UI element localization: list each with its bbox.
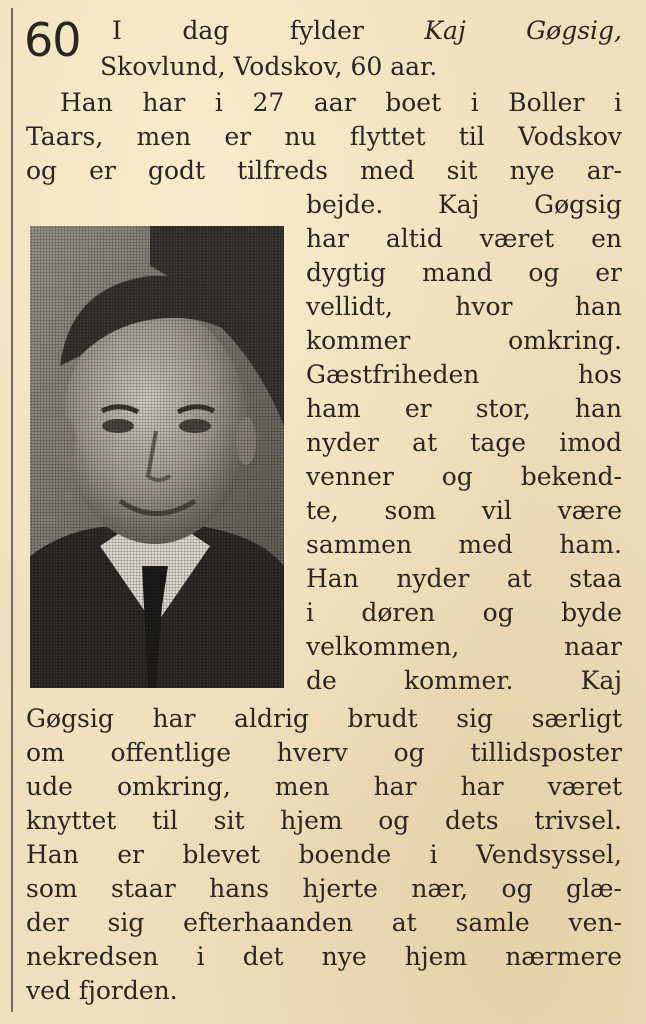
body-line: Han er blevet boende i Vendsyssel, bbox=[26, 840, 622, 869]
age-numeral: 60 bbox=[24, 13, 81, 67]
body-line: Gæstfriheden hos bbox=[306, 360, 622, 389]
body-line: nyder at tage imod bbox=[306, 428, 622, 457]
body-line: kommer omkring. bbox=[306, 326, 622, 355]
headline-prefix: I dag fylder bbox=[112, 16, 364, 45]
body-line: Han nyder at staa bbox=[306, 564, 622, 593]
halftone-screen bbox=[30, 226, 284, 688]
column-rule bbox=[11, 8, 13, 1012]
portrait-photo bbox=[30, 226, 284, 688]
body-line: ved fjorden. bbox=[26, 976, 178, 1005]
body-line: som staar hans hjerte nær, og glæ- bbox=[26, 874, 622, 903]
body-line: vellidt, hvor han bbox=[306, 292, 622, 321]
body-line: i døren og byde bbox=[306, 598, 622, 627]
body-line: velkommen, naar bbox=[306, 632, 622, 661]
body-line: Gøgsig har aldrig brudt sig særligt bbox=[26, 704, 622, 733]
headline-line-1 bbox=[112, 14, 622, 48]
body-line: knyttet til sit hjem og dets trivsel. bbox=[26, 806, 622, 835]
body-line: og er godt tilfreds med sit nye ar- bbox=[26, 156, 622, 185]
body-line: har altid været en bbox=[306, 224, 622, 253]
body-line: om offentlige hverv og tillidsposter bbox=[26, 738, 622, 767]
body-line: nekredsen i det nye hjem nærmere bbox=[26, 942, 622, 971]
body-line: te, som vil være bbox=[306, 496, 622, 525]
body-line: sammen med ham. bbox=[306, 530, 622, 559]
body-line: de kommer. Kaj bbox=[306, 666, 622, 695]
body-line: venner og bekend- bbox=[306, 462, 622, 491]
body-line: Taars, men er nu flyttet til Vodskov bbox=[26, 122, 622, 151]
body-line: Han har i 27 aar boet i Boller i bbox=[60, 88, 622, 117]
body-line: der sig efterhaanden at samle ven- bbox=[26, 908, 622, 937]
body-line: dygtig mand og er bbox=[306, 258, 622, 287]
headline-name: Kaj Gøgsig, bbox=[424, 16, 622, 45]
body-line: ude omkring, men har har været bbox=[26, 772, 622, 801]
body-line: ham er stor, han bbox=[306, 394, 622, 423]
body-line: bejde. Kaj Gøgsig bbox=[306, 190, 622, 219]
headline-line-2: Skovlund, Vodskov, 60 aar. bbox=[100, 52, 438, 81]
